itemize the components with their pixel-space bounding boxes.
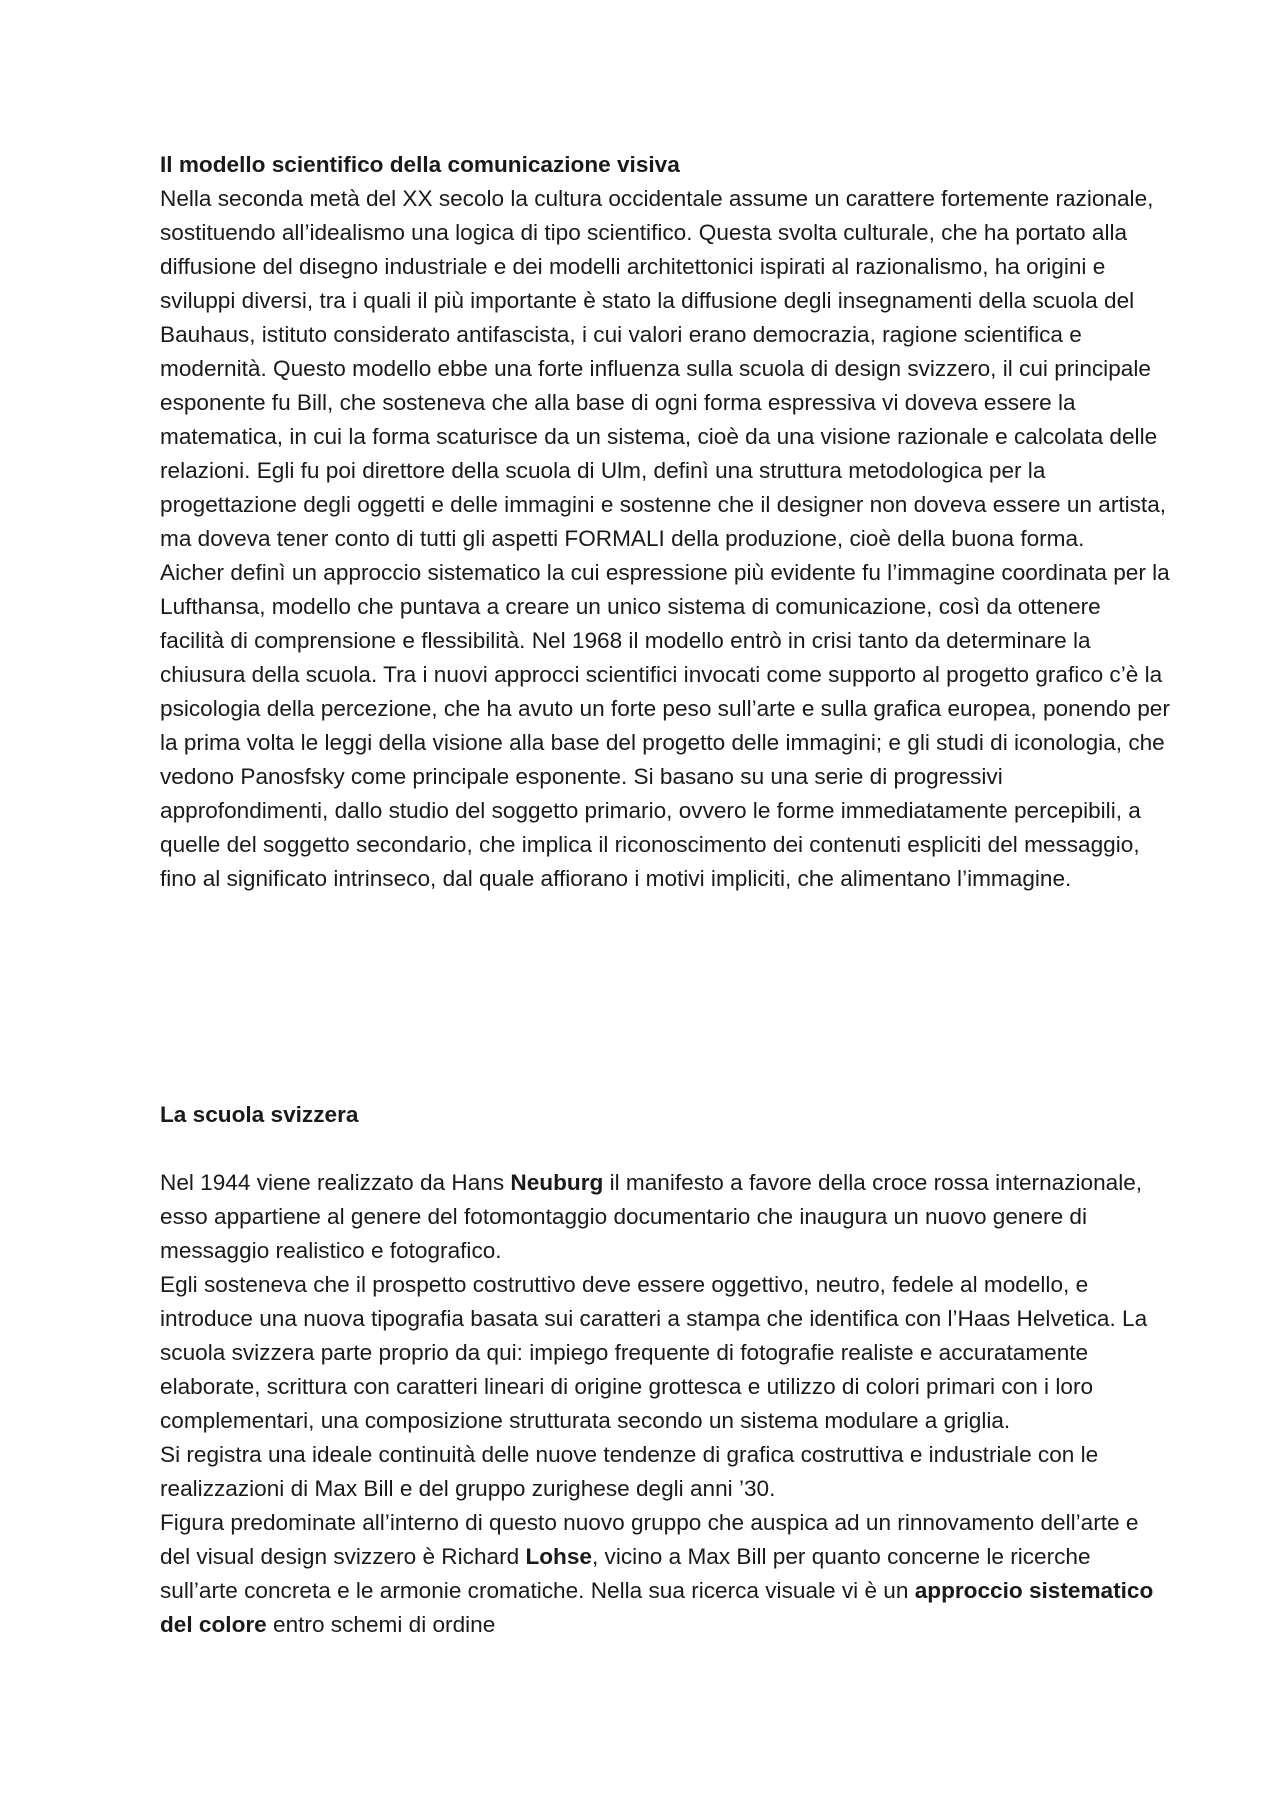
section-title: La scuola svizzera <box>160 1102 359 1127</box>
paragraph: Egli sosteneva che il prospetto costruttivo deve essere oggettivo, neutro, fedele al modello, e introduce una nuova tipografia basata sui caratteri a stampa che identifica con l’Haas Helvetica. La scuola svizzera parte proprio da qui: impiego frequente di fotografie realiste e accuratamente elaborate, scrittura con caratteri lineari di origine grottesca e utilizzo di colori primari con i loro complementari, una composizione strutturata secondo un sistema modulare a griglia. <box>160 1272 1148 1433</box>
section-scientific-model <box>160 148 1170 896</box>
text-run: il manifesto a favore della croce rossa internazionale, esso appartiene al genere del fotomontaggio documentario che inaugura un nuovo genere di messaggio realistico e fotografico. <box>160 1170 1143 1263</box>
paragraph <box>160 1166 1170 1268</box>
section-swiss-school <box>160 1098 1170 1642</box>
paragraph: Si registra una ideale continuità delle nuove tendenze di grafica costruttiva e industriale con le realizzazioni di Max Bill e del gruppo zurighese degli anni ’30. <box>160 1442 1099 1501</box>
text-run: entro schemi di ordine <box>266 1612 496 1637</box>
bold-name: Lohse <box>525 1544 592 1569</box>
section-title: Il modello scientifico della comunicazione visiva <box>160 152 680 177</box>
paragraph: Aicher definì un approccio sistematico la cui espressione più evidente fu l’immagine coordinata per la Lufthansa, modello che puntava a creare un unico sistema di comunicazione, così da ottenere facilità di comprensione e flessibilità. Nel 1968 il modello entrò in crisi tanto da determinare la chiusura della scuola. Tra i nuovi approcci scientifici invocati come supporto al progetto grafico c’è la psicologia della percezione, che ha avuto un forte peso sull’arte e sulla grafica europea, ponendo per la prima volta le leggi della visione alla base del progetto delle immagini; e gli studi di iconologia, che vedono Panosfsky come principale esponente. Si basano su una serie di progressivi approfondimenti, dallo studio del soggetto primario, ovvero le forme immediatamente percepibili, a quelle del soggetto secondario, che implica il riconoscimento dei contenuti espliciti del messaggio, fino al significato intrinseco, dal quale affiorano i motivi impliciti, che alimentano l’immagine. <box>160 560 1170 891</box>
text-run: Nel 1944 viene realizzato da Hans <box>160 1170 511 1195</box>
text-run: , vicino a Max Bill per quanto concerne le ricerche sull’arte concreta e le armonie cromatiche. Nella sua ricerca visuale vi è un <box>160 1544 1091 1603</box>
paragraph <box>160 1506 1170 1642</box>
paragraph: Nella seconda metà del XX secolo la cultura occidentale assume un carattere fortemente razionale, sostituendo all’idealismo una logica di tipo scientifico. Questa svolta culturale, che ha portato alla diffusione del disegno industriale e dei modelli architettonici ispirati al razionalismo, ha origini e sviluppi diversi, tra i quali il più importante è stato la diffusione degli insegnamenti della scuola del Bauhaus, istituto considerato antifascista, i cui valori erano democrazia, ragione scientifica e modernità. Questo modello ebbe una forte influenza sulla scuola di design svizzero, il cui principale esponente fu Bill, che sosteneva che alla base di ogni forma espressiva vi doveva essere la matematica, in cui la forma scaturisce da un sistema, cioè da una visione razionale e calcolata delle relazioni. Egli fu poi direttore della scuola di Ulm, definì una struttura metodologica per la progettazione degli oggetti e delle immagini e sostenne che il designer non doveva essere un artista, ma doveva tener conto di tutti gli aspetti FORMALI della produzione, cioè della buona forma. <box>160 186 1167 551</box>
bold-phrase: approccio sistematico del colore <box>160 1578 1154 1637</box>
text-run: Figura predominate all’interno di questo nuovo gruppo che auspica ad un rinnovamento dell’arte e del visual design svizzero è Richard <box>160 1510 1139 1569</box>
bold-name: Neuburg <box>510 1170 604 1195</box>
